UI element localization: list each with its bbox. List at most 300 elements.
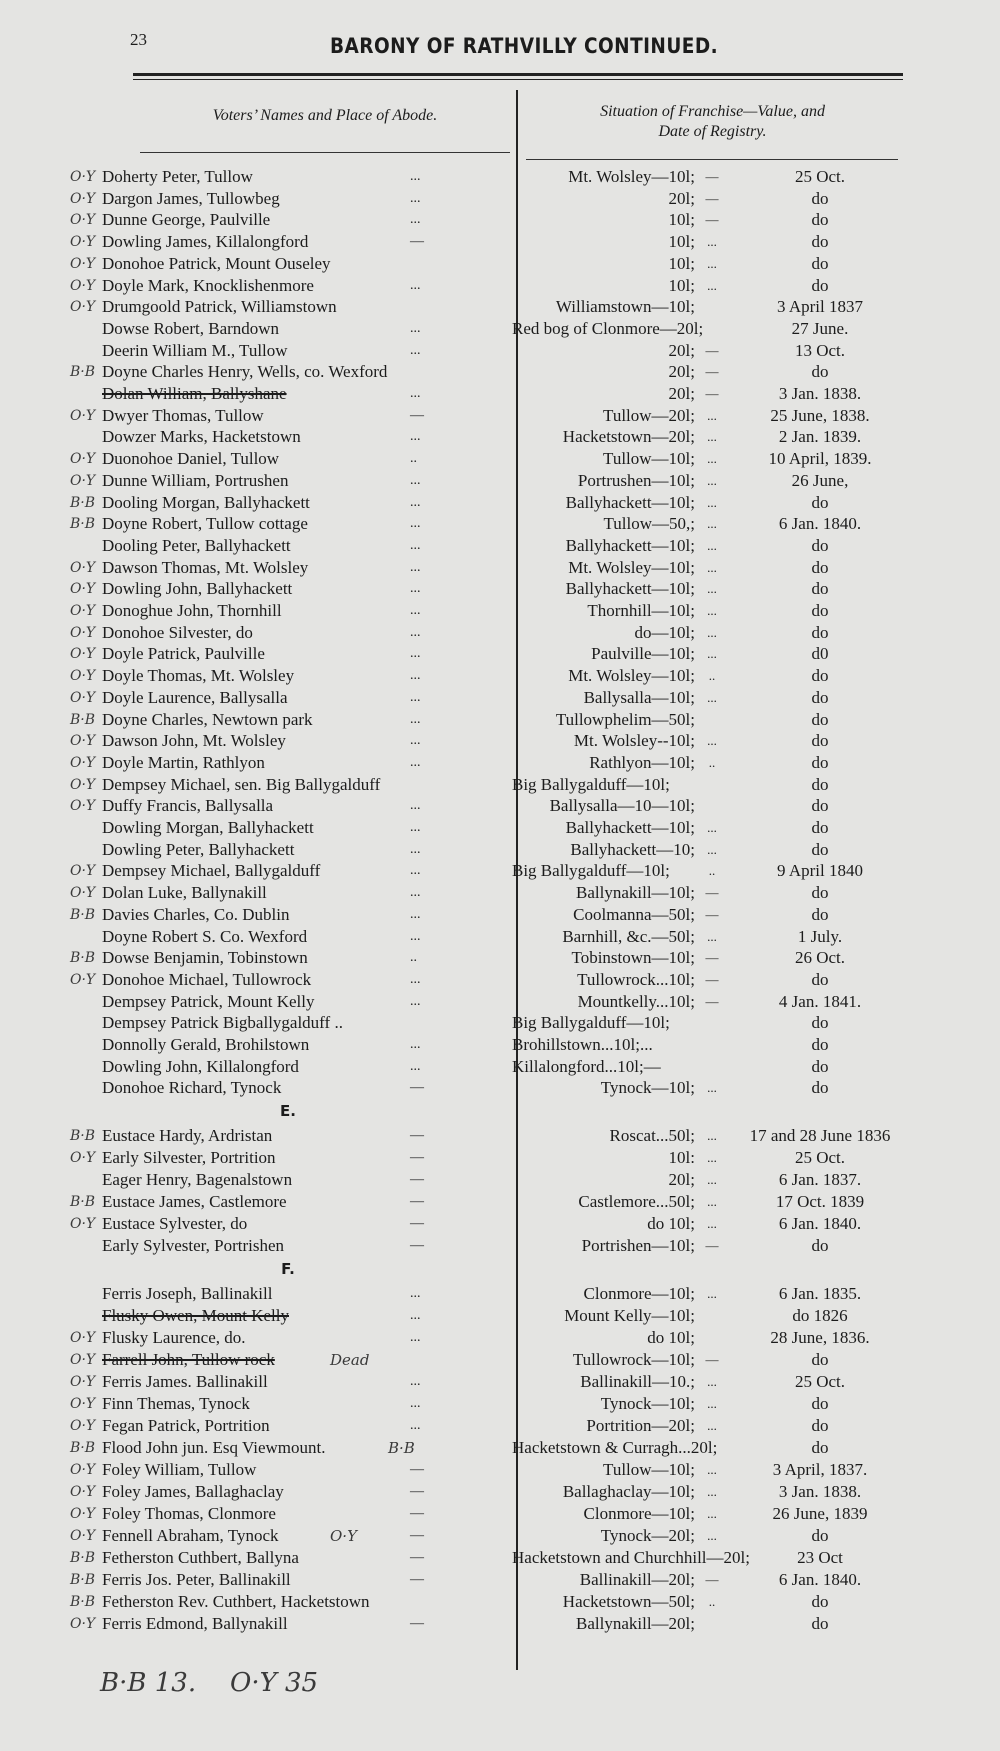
franchise-value: Barnhill, &c.—50l; [562, 926, 695, 946]
annotation-mark: B·B [70, 950, 96, 967]
voter-row [0, 839, 1000, 861]
leader-dots: ... [410, 1308, 421, 1324]
header-franchise [525, 102, 900, 142]
separator-mark: — [705, 950, 719, 966]
franchise-value: Red bog of Clonmore—20l; [512, 318, 704, 338]
leader-dots: — [410, 1506, 424, 1522]
leader-dots: ... [410, 342, 421, 358]
leader-dots: ... [410, 1037, 421, 1052]
voter-name: Dempsey Patrick Bigballygalduff .. [102, 1013, 343, 1033]
annotation-mark: B·B [70, 1440, 96, 1457]
annotation-mark: O·Y [70, 299, 96, 316]
voter-row [0, 600, 1000, 622]
voter-name: Ferris Jos. Peter, Ballinakill [102, 1570, 291, 1590]
voter-row [0, 557, 1000, 579]
voter-row [0, 665, 1000, 687]
leader-dots: — [410, 407, 424, 423]
leader-dots: ... [410, 603, 421, 618]
voter-row [0, 448, 1000, 470]
leader-dots: ... [410, 212, 421, 228]
registry-date: 3 Jan. 1838. [778, 1482, 862, 1502]
leader-dots: ... [410, 277, 421, 293]
voter-name: Ferris James. Ballinakill [102, 1372, 268, 1392]
annotation-mark: O·Y [70, 212, 96, 229]
separator-mark: — [705, 342, 719, 358]
voter-row [0, 1305, 1000, 1327]
voter-name: Dawson John, Mt. Wolsley [102, 731, 286, 751]
franchise-value: Clonmore—10l; [583, 1284, 695, 1304]
franchise-value: Tullowrock—10l; [572, 1350, 695, 1370]
annotation-mark: O·Y [70, 1506, 96, 1523]
franchise-value: Hacketstown & Curragh...20l; [512, 1438, 718, 1458]
separator-mark: .. [708, 863, 716, 879]
separator-mark: — [705, 190, 719, 206]
registry-date: 10 April, 1839. [768, 449, 872, 469]
registry-date: 4 Jan. 1841. [778, 991, 862, 1011]
registry-date: 25 Oct. [794, 1148, 846, 1168]
separator-mark: ... [707, 646, 717, 662]
registry-date: do [811, 210, 829, 230]
registry-date: 6 Jan. 1840. [778, 1570, 862, 1590]
voter-row [0, 426, 1000, 448]
annotation-mark: O·Y [70, 255, 96, 272]
franchise-value: Tynock—10l; [600, 1394, 695, 1414]
franchise-value: Mt. Wolsley—10l; [568, 167, 695, 186]
registry-date: do [811, 1394, 829, 1414]
franchise-value: 10l; [668, 275, 695, 295]
separator-mark: .. [708, 754, 716, 770]
voter-name: Fennell Abraham, Tynock [102, 1526, 279, 1546]
franchise-value: Ballinakill—20l; [579, 1570, 695, 1590]
registry-date: do [811, 904, 829, 924]
registry-date: do [811, 601, 829, 620]
registry-date: 3 April, 1837. [772, 1460, 868, 1480]
registry-date: do [811, 188, 829, 208]
separator-mark: ... [707, 1462, 717, 1478]
voter-row [0, 1235, 1000, 1257]
annotation-mark: O·Y [70, 559, 96, 576]
voter-name: Farrell John, Tullow rock [102, 1350, 275, 1370]
separator-mark: — [705, 212, 719, 228]
voter-row [0, 643, 1000, 665]
separator-mark: ... [707, 559, 717, 575]
separator-mark: ... [707, 624, 717, 640]
franchise-value: Big Ballygalduff—10l; [512, 1013, 670, 1033]
franchise-value: Big Ballygalduff—10l; [512, 861, 670, 881]
annotation-mark: O·Y [70, 1528, 96, 1545]
registry-date: do [811, 969, 829, 989]
registry-date: 6 Jan. 1835. [778, 1284, 862, 1304]
franchise-value: Clonmore—10l; [583, 1504, 695, 1524]
voter-row [0, 405, 1000, 427]
franchise-value: 10l: [668, 1148, 695, 1168]
franchise-value: Paulville—10l; [591, 644, 695, 664]
leader-dots: ... [410, 169, 421, 184]
separator-mark: ... [707, 429, 717, 445]
franchise-value: 10l; [668, 210, 695, 230]
voter-row [0, 1393, 1000, 1415]
registry-date: do [811, 774, 829, 794]
voter-name: Dooling Morgan, Ballyhackett [102, 492, 310, 512]
annotation-mark: B·B [70, 494, 96, 511]
voter-name: Doyle Patrick, Paulville [102, 644, 265, 664]
franchise-value: Hacketstown—20l; [562, 427, 695, 447]
annotation-mark: B·B [70, 364, 96, 381]
franchise-value: Ballynakill—20l; [576, 1614, 695, 1634]
registry-date: 17 Oct. 1839 [775, 1192, 865, 1212]
registry-date: 28 June, 1836. [770, 1328, 870, 1348]
annotation-mark: O·Y [70, 451, 96, 468]
voter-row [0, 926, 1000, 948]
registry-date: 27 June. [791, 318, 849, 338]
voter-name: Foley Thomas, Clonmore [102, 1504, 276, 1524]
registry-date: do [811, 1614, 829, 1634]
leader-dots: ... [410, 559, 421, 575]
separator-mark: ... [707, 1286, 717, 1302]
separator-mark: — [705, 993, 719, 1009]
franchise-value: Tullow—20l; [603, 405, 695, 425]
leader-dots: ... [410, 472, 421, 488]
voter-name: Early Sylvester, Portrishen [102, 1236, 285, 1256]
voter-name: Donoghue John, Thornhill [102, 601, 282, 620]
registry-date: 25 Oct. [794, 1372, 846, 1392]
leader-dots: ... [410, 820, 421, 835]
voter-name: Duonohoe Daniel, Tullow [102, 449, 280, 469]
franchise-value: Brohillstown...10l;... [512, 1035, 653, 1054]
annotation-mark: O·Y [70, 668, 96, 685]
registry-date: 13 Oct. [794, 340, 846, 360]
franchise-value: 20l; [668, 188, 695, 208]
separator-mark: ... [707, 537, 717, 553]
registry-date: 6 Jan. 1837. [778, 1170, 862, 1190]
leader-dots: ... [410, 841, 421, 857]
separator-mark: — [705, 1352, 719, 1368]
voter-row [0, 470, 1000, 492]
voter-name: Eustace James, Castlemore [102, 1192, 287, 1212]
leader-dots: ... [410, 320, 421, 336]
separator-mark: ... [707, 1396, 717, 1412]
voter-name: Flusky Owen, Mount Kelly [102, 1306, 289, 1326]
franchise-value: 10l; [668, 232, 695, 252]
annotation-mark: O·Y [70, 472, 96, 489]
separator-mark: — [705, 169, 719, 184]
voter-row [0, 1327, 1000, 1349]
annotation-mark: O·Y [70, 885, 96, 902]
franchise-value: do 10l; [647, 1214, 695, 1234]
registry-date: do [811, 557, 829, 577]
separator-mark: ... [707, 516, 717, 532]
registry-date: 26 June, [791, 470, 849, 490]
voter-name: Donohoe Patrick, Mount Ouseley [102, 253, 331, 273]
registry-date: do [811, 1056, 829, 1076]
separator-mark: ... [707, 581, 717, 597]
separator-mark: — [705, 971, 719, 987]
voter-row [0, 1525, 1000, 1547]
registry-date: do [811, 731, 829, 751]
voter-row [0, 1077, 1000, 1099]
registry-date: do [811, 1438, 829, 1458]
franchise-value: 10l; [668, 253, 695, 273]
voter-row [0, 622, 1000, 644]
leader-dots: ... [410, 689, 421, 705]
annotation-mark: O·Y [70, 407, 96, 424]
registry-date: do [811, 275, 829, 295]
franchise-value: Ballysalla—10—10l; [549, 796, 695, 816]
registry-date: do [811, 1035, 829, 1054]
franchise-value: Ballyhackett—10l; [565, 818, 695, 837]
franchise-value: do 10l; [647, 1328, 695, 1348]
voter-row [0, 535, 1000, 557]
voter-row [0, 947, 1000, 969]
voter-name: Eustace Sylvester, do [102, 1214, 248, 1234]
voter-name: Dunne George, Paulville [102, 210, 271, 230]
leader-dots: ... [410, 1286, 421, 1302]
annotation-mark: O·Y [70, 603, 96, 619]
annotation-mark: O·Y [70, 190, 96, 207]
leader-dots: .. [410, 451, 417, 467]
leader-dots: — [410, 1194, 424, 1210]
separator-mark: ... [707, 1374, 717, 1390]
annotation-mark: O·Y [70, 646, 96, 663]
voter-row [0, 730, 1000, 752]
voter-name: Dooling Peter, Ballyhackett [102, 535, 291, 555]
franchise-value: Mountkelly...10l; [577, 991, 695, 1011]
voter-row [0, 860, 1000, 882]
voter-row [0, 1125, 1000, 1147]
franchise-value: Ballynakill—10l; [576, 883, 695, 903]
voter-name: Doyne Robert, Tullow cottage [102, 514, 308, 534]
leader-dots: ... [410, 668, 421, 684]
annotation-mark: O·Y [70, 1418, 96, 1435]
registry-date: do [811, 253, 829, 273]
voter-row [0, 904, 1000, 926]
leader-dots: — [410, 1128, 424, 1144]
voter-row [0, 795, 1000, 817]
registry-date: 6 Jan. 1840. [778, 514, 862, 534]
leader-dots: ... [410, 1374, 421, 1390]
title-rule-thick [133, 73, 903, 76]
registry-date: do [811, 752, 829, 772]
leader-dots: — [410, 1528, 424, 1544]
voter-row [0, 318, 1000, 340]
separator-mark: ... [707, 603, 717, 618]
voter-name: Ferris Edmond, Ballynakill [102, 1614, 288, 1634]
registry-date: do [811, 1592, 829, 1612]
franchise-value: 20l; [668, 1170, 695, 1190]
leader-dots: ... [410, 1418, 421, 1434]
franchise-value: do—10l; [634, 622, 695, 642]
voter-name: Duffy Francis, Ballysalla [102, 796, 274, 816]
voter-name: Dowling James, Killalongford [102, 232, 309, 252]
voter-row [0, 1371, 1000, 1393]
voter-row [0, 166, 1000, 188]
annotation-mark: O·Y [70, 971, 96, 988]
voter-name: Fetherston Rev. Cuthbert, Hacketstown [102, 1592, 370, 1612]
registry-date: 25 June, 1838. [770, 405, 870, 425]
registry-date: do [811, 579, 829, 599]
registry-date: do [811, 232, 829, 252]
voter-row [0, 513, 1000, 535]
voter-row [0, 1012, 1000, 1034]
voter-name: Eager Henry, Bagenalstown [102, 1170, 293, 1190]
leader-dots: ... [410, 386, 421, 401]
leader-dots: — [410, 1150, 424, 1166]
voter-name: Dwyer Thomas, Tullow [102, 405, 264, 425]
franchise-value: Rathlyon—10l; [589, 752, 695, 772]
leader-dots: ... [410, 971, 421, 987]
page-number: 23 [130, 30, 147, 49]
registry-date: do [811, 709, 829, 729]
voter-name: Dowzer Marks, Hacketstown [102, 427, 301, 447]
header-voters: Voters’ Names and Place of Abode. [212, 107, 438, 124]
separator-mark: ... [707, 1080, 717, 1096]
separator-mark: ... [707, 1150, 717, 1166]
franchise-value: Castlemore...50l; [578, 1192, 695, 1212]
franchise-value: 20l; [668, 384, 695, 403]
voter-row [0, 1591, 1000, 1613]
leader-dots: ... [410, 494, 421, 510]
franchise-value: Ballaghaclay—10l; [562, 1482, 695, 1502]
separator-mark: — [705, 386, 719, 401]
separator-mark: ... [707, 1194, 717, 1210]
annotation-mark: O·Y [70, 1216, 96, 1233]
leader-dots: ... [410, 863, 421, 879]
annotation-mark: O·Y [70, 733, 96, 750]
franchise-value: Hacketstown—50l; [562, 1592, 695, 1612]
voter-name: Donohoe Richard, Tynock [102, 1078, 282, 1098]
voter-name: Doyle Laurence, Ballysalla [102, 687, 288, 707]
separator-mark: ... [707, 1418, 717, 1434]
leader-dots: ... [410, 1330, 421, 1346]
voter-row [0, 1034, 1000, 1056]
voter-row [0, 1056, 1000, 1078]
section-heading-e: E. [280, 1102, 296, 1121]
franchise-value: Coolmanna—50l; [573, 904, 695, 924]
separator-mark: — [705, 1238, 719, 1254]
leader-dots: ... [410, 429, 421, 445]
voter-row [0, 1437, 1000, 1459]
header-franchise-line1: Situation of Franchise—Value, and [600, 103, 825, 120]
registry-date: 25 Oct. [794, 167, 846, 186]
voter-row [0, 361, 1000, 383]
voter-row [0, 687, 1000, 709]
voter-row [0, 492, 1000, 514]
voter-name: Doyle Martin, Rathlyon [102, 752, 265, 772]
voter-name: Deerin William M., Tullow [102, 340, 288, 360]
voter-row [0, 1547, 1000, 1569]
voter-name: Dawson Thomas, Mt. Wolsley [102, 557, 309, 577]
leader-dots: — [410, 1550, 424, 1566]
franchise-value: Tullow—10l; [603, 1460, 695, 1480]
voter-row [0, 231, 1000, 253]
registry-date: 17 and 28 June 1836 [749, 1126, 891, 1146]
voter-name: Dowling John, Killalongford [102, 1056, 299, 1076]
registry-date: do [811, 1013, 829, 1033]
voter-row [0, 1613, 1000, 1635]
voter-name: Donnolly Gerald, Brohilstown [102, 1035, 310, 1054]
annotation-mark: O·Y [70, 863, 96, 880]
separator-mark: ... [707, 733, 717, 749]
leader-dots: ... [410, 798, 421, 814]
registry-date: do [811, 1236, 829, 1256]
registry-date: 1 July. [797, 926, 843, 946]
franchise-value: Tullowrock...10l; [577, 969, 695, 989]
separator-mark: — [705, 906, 719, 922]
voter-row [0, 882, 1000, 904]
franchise-value: Hacketstown and Churchhill—20l; [512, 1548, 750, 1568]
voter-name: Doyne Charles Henry, Wells, co. Wexford [102, 362, 388, 382]
franchise-value: 20l; [668, 362, 695, 382]
voter-name: Donohoe Michael, Tullowrock [102, 969, 312, 989]
voter-name: Dargon James, Tullowbeg [102, 188, 280, 208]
voter-name: Foley William, Tullow [102, 1460, 257, 1480]
leader-dots: — [410, 1572, 424, 1588]
registry-date: do [811, 1416, 829, 1436]
voter-name: Donohoe Silvester, do [102, 622, 253, 642]
voter-row [0, 709, 1000, 731]
registry-date: 3 Jan. 1838. [778, 384, 862, 403]
voter-name: Dowse Benjamin, Tobinstown [102, 948, 308, 968]
leader-dots: ... [410, 885, 421, 901]
annotation-mark: O·Y [70, 754, 96, 771]
voter-name: Doyle Thomas, Mt. Wolsley [102, 666, 295, 686]
registry-date: 6 Jan. 1840. [778, 1214, 862, 1234]
voter-name: Dowling Peter, Ballyhackett [102, 839, 295, 859]
voter-row [0, 1147, 1000, 1169]
voter-row [0, 969, 1000, 991]
leader-dots: — [410, 1216, 424, 1232]
footer-note-bb: B·B 13. [100, 1668, 197, 1698]
franchise-value: Mt. Wolsley--10l; [573, 731, 695, 751]
voter-row [0, 1191, 1000, 1213]
franchise-value: Ballinakill—10.; [580, 1372, 695, 1392]
leader-dots: .. [410, 950, 417, 966]
voter-name: Davies Charles, Co. Dublin [102, 904, 290, 924]
annotation-mark: B·B [70, 1128, 96, 1145]
registry-date: do [811, 622, 829, 642]
registry-date: do [811, 492, 829, 512]
registry-date: 26 Oct. [794, 948, 846, 968]
separator-mark: ... [707, 407, 717, 423]
franchise-value: Portrition—20l; [586, 1416, 695, 1436]
annotation-mark: O·Y [70, 1396, 96, 1413]
voter-row [0, 1283, 1000, 1305]
voter-name: Dempsey Michael, Ballygalduff [102, 861, 321, 881]
registry-date: do [811, 535, 829, 555]
annotation-mark: O·Y [70, 1462, 96, 1479]
registry-date: do [811, 839, 829, 859]
margin-note: B·B [388, 1439, 415, 1458]
annotation-mark: O·Y [70, 581, 96, 598]
voter-name: Finn Themas, Tynock [102, 1394, 250, 1414]
registry-date: do [811, 687, 829, 707]
registry-date: do [811, 362, 829, 382]
voter-row [0, 1459, 1000, 1481]
franchise-value: Williamstown—10l; [555, 297, 695, 317]
franchise-value: Thornhill—10l; [587, 601, 695, 620]
voter-row [0, 991, 1000, 1013]
voter-row [0, 188, 1000, 210]
header-underline-left [140, 152, 510, 153]
voter-row [0, 275, 1000, 297]
annotation-mark: O·Y [70, 1330, 96, 1347]
voter-row [0, 1481, 1000, 1503]
separator-mark: — [705, 364, 719, 380]
franchise-value: Tynock—20l; [600, 1526, 695, 1546]
registry-date: 2 Jan. 1839. [778, 427, 862, 447]
voter-name: Dowling Morgan, Ballyhackett [102, 818, 314, 837]
voter-name: Dolan William, Ballyshane [102, 384, 287, 403]
